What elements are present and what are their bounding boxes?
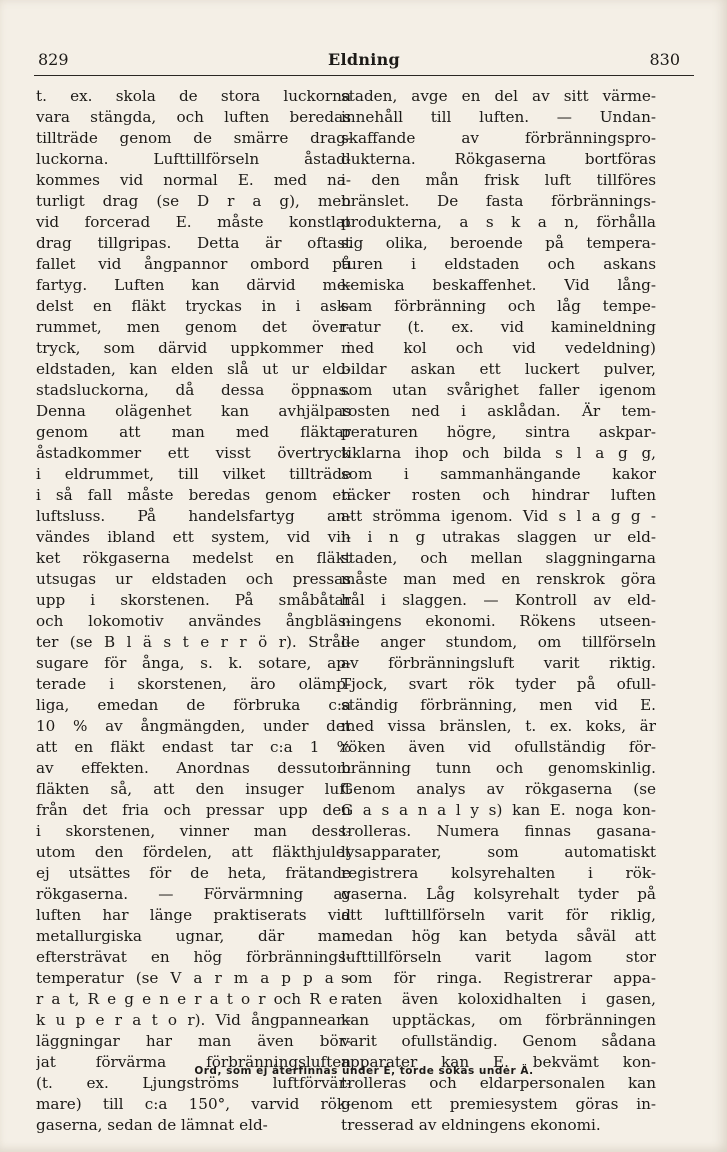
footer-note: Ord, som ej återfinnas under E, torde sökas under Ä.: [194, 1065, 534, 1077]
text-line: Tjock, svart rök tyder på ofull-: [341, 675, 656, 693]
text-line: vid forcerad E. måste konstlat: [36, 213, 351, 231]
text-line: vara stängda, och luften beredas: [36, 108, 351, 126]
page-header: [34, 46, 694, 72]
text-line: eldstaden, kan elden slå ut ur eld-: [36, 360, 351, 378]
text-line: trolleras. Numera finnas gasana-: [341, 822, 656, 840]
header-rule: [34, 75, 694, 76]
text-line: att strömma igenom. Vid s l a g g -: [341, 507, 656, 525]
text-line: tresserad av eldningens ekonomi.: [341, 1116, 601, 1134]
text-line: 10 % av ångmängden, under det: [36, 717, 351, 735]
text-line: av effekten. Anordnas dessutom: [36, 759, 351, 777]
text-line: jat förvärma förbränningsluften: [36, 1053, 351, 1071]
text-line: trolleras och eldarpersonalen kan: [341, 1074, 656, 1092]
text-line: att lufttillförseln varit för riklig,: [341, 906, 656, 924]
text-line: skaffande av förbränningspro-: [341, 129, 656, 147]
text-line: luften har länge praktiserats vid: [36, 906, 351, 924]
text-line: rosten ned i asklådan. Är tem-: [341, 402, 656, 420]
text-line: luftsluss. På handelsfartyg an-: [36, 507, 351, 525]
text-line: drag tillgripas. Detta är oftast: [36, 234, 351, 252]
text-line: tiklarna ihop och bilda s l a g g,: [341, 444, 656, 462]
text-line: bränning tunn och genomskinlig.: [341, 759, 656, 777]
text-line: fallet vid ångpannor ombord på: [36, 255, 351, 273]
text-line: turen i eldstaden och askans: [341, 255, 656, 273]
text-line: och lokomotiv användes ångbläs-: [36, 612, 351, 630]
text-line: i så fall måste beredas genom en: [36, 486, 351, 504]
text-line: ter (se B l ä s t e r r ö r). Strål-: [36, 633, 351, 651]
text-line: täcker rosten och hindrar luften: [341, 486, 656, 504]
text-line: från det fria och pressar upp den: [36, 801, 351, 819]
text-line: medan hög kan betyda såväl att: [341, 927, 656, 945]
text-line: sig olika, beroende på tempera-: [341, 234, 656, 252]
text-line: kan upptäckas, om förbränningen: [341, 1011, 656, 1029]
text-line: r a t, R e g e n e r a t o r och R e -: [36, 990, 351, 1008]
text-line: med kol och vid vedeldning): [341, 339, 656, 357]
text-line: hål i slaggen. — Kontroll av eld-: [341, 591, 656, 609]
text-line: innehåll till luften. — Undan-: [341, 108, 656, 126]
text-line: fartyg. Luften kan därvid me-: [36, 276, 351, 294]
text-line: utsugas ur eldstaden och pressas: [36, 570, 351, 588]
text-line: metallurgiska ugnar, där man: [36, 927, 351, 945]
text-line: (t. ex. Ljungströms luftförvär-: [36, 1074, 351, 1092]
text-line: fläkten så, att den insuger luft: [36, 780, 351, 798]
text-line: ej utsättes för de heta, frätande: [36, 864, 351, 882]
text-line: som utan svårighet faller igenom: [341, 381, 656, 399]
text-line: tillträde genom de smärre drag-: [36, 129, 351, 147]
text-line: k u p e r a t o r). Vid ångpannean-: [36, 1011, 351, 1029]
text-line: ratur (t. ex. vid kamineldning: [341, 318, 656, 336]
text-line: upp i skorstenen. På småbåtar: [36, 591, 351, 609]
text-line: Denna olägenhet kan avhjälpas: [36, 402, 351, 420]
text-line: med vissa bränslen, t. ex. koks, är: [341, 717, 656, 735]
text-line: kemiska beskaffenhet. Vid lång-: [341, 276, 656, 294]
text-line: stadsluckorna, då dessa öppnas.: [36, 381, 351, 399]
text-line: rökgaserna. — Förvärmning av: [36, 885, 351, 903]
text-line: ket rökgaserna medelst en fläkt: [36, 549, 351, 567]
text-line: av förbränningsluft varit riktig.: [341, 654, 656, 672]
text-line: Genom analys av rökgaserna (se: [341, 780, 656, 798]
text-line: kommes vid normal E. med na-: [36, 171, 351, 189]
right-column: [341, 86, 656, 1136]
right-page-number: 830: [649, 50, 680, 69]
text-line: terade i skorstenen, äro olämp-: [36, 675, 351, 693]
text-line: sugare för ånga, s. k. sotare, ap-: [36, 654, 351, 672]
text-line: raten även koloxidhalten i gasen,: [341, 990, 656, 1008]
text-line: genom ett premiesystem göras in-: [341, 1095, 656, 1113]
text-line: eftersträvat en hög förbrännings-: [36, 948, 351, 966]
text-line: röken även vid ofullständig för-: [341, 738, 656, 756]
text-line: bildar askan ett luckert pulver,: [341, 360, 656, 378]
text-line: sam förbränning och låg tempe-: [341, 297, 656, 315]
text-line: n i n g utrakas slaggen ur eld-: [341, 528, 656, 546]
text-line: rummet, men genom det över-: [36, 318, 351, 336]
text-line: gaserna. Låg kolsyrehalt tyder på: [341, 885, 656, 903]
text-line: ständig förbränning, men vid E.: [341, 696, 656, 714]
text-line: luckorna. Lufttillförseln åstad-: [36, 150, 351, 168]
text-line: staden, och mellan slaggningarna: [341, 549, 656, 567]
text-line: gaserna, sedan de lämnat eld-: [36, 1116, 268, 1134]
text-line: i skorstenen, vinner man dess-: [36, 822, 351, 840]
text-line: produkterna, a s k a n, förhålla: [341, 213, 656, 231]
text-line: peraturen högre, sintra askpar-: [341, 423, 656, 441]
text-line: t. ex. skola de stora luckorna: [36, 87, 351, 105]
text-line: turligt drag (se D r a g), men: [36, 192, 351, 210]
text-line: G a s a n a l y s) kan E. noga kon-: [341, 801, 656, 819]
text-line: registrera kolsyrehalten i rök-: [341, 864, 656, 882]
text-line: i eldrummet, till vilket tillträde: [36, 465, 351, 483]
text-line: läggningar har man även bör-: [36, 1032, 351, 1050]
left-column: [36, 86, 351, 1136]
text-line: apparater kan E. bekvämt kon-: [341, 1053, 656, 1071]
text-line: de anger stundom, om tillförseln: [341, 633, 656, 651]
text-line: varit ofullständig. Genom sådana: [341, 1032, 656, 1050]
text-line: lufttillförseln varit lagom stor: [341, 948, 656, 966]
text-line: som för ringa. Registrerar appa-: [341, 969, 656, 987]
text-line: i den mån frisk luft tillföres: [341, 171, 656, 189]
left-page-number: 829: [38, 50, 69, 69]
page-title: Eldning: [327, 50, 401, 69]
text-line: temperatur (se V a r m a p p a -: [36, 969, 351, 987]
text-line: vändes ibland ett system, vid vil-: [36, 528, 351, 546]
text-line: som i sammanhängande kakor: [341, 465, 656, 483]
text-line: att en fläkt endast tar c:a 1 %: [36, 738, 351, 756]
text-line: måste man med en renskrok göra: [341, 570, 656, 588]
text-line: lysapparater, som automatiskt: [341, 843, 656, 861]
text-line: ningens ekonomi. Rökens utseen-: [341, 612, 656, 630]
text-line: genom att man med fläktar: [36, 423, 351, 441]
text-line: utom den fördelen, att fläkthjulet: [36, 843, 351, 861]
text-line: staden, avge en del av sitt värme-: [341, 87, 656, 105]
text-line: åstadkommer ett visst övertryck: [36, 444, 351, 462]
text-line: mare) till c:a 150°, varvid rök-: [36, 1095, 351, 1113]
text-line: liga, emedan de förbruka c:a: [36, 696, 351, 714]
text-line: delst en fläkt tryckas in i ask-: [36, 297, 351, 315]
text-line: dukterna. Rökgaserna bortföras: [341, 150, 656, 168]
text-line: tryck, som därvid uppkommer i: [36, 339, 351, 357]
text-line: bränslet. De fasta förbrännings-: [341, 192, 656, 210]
